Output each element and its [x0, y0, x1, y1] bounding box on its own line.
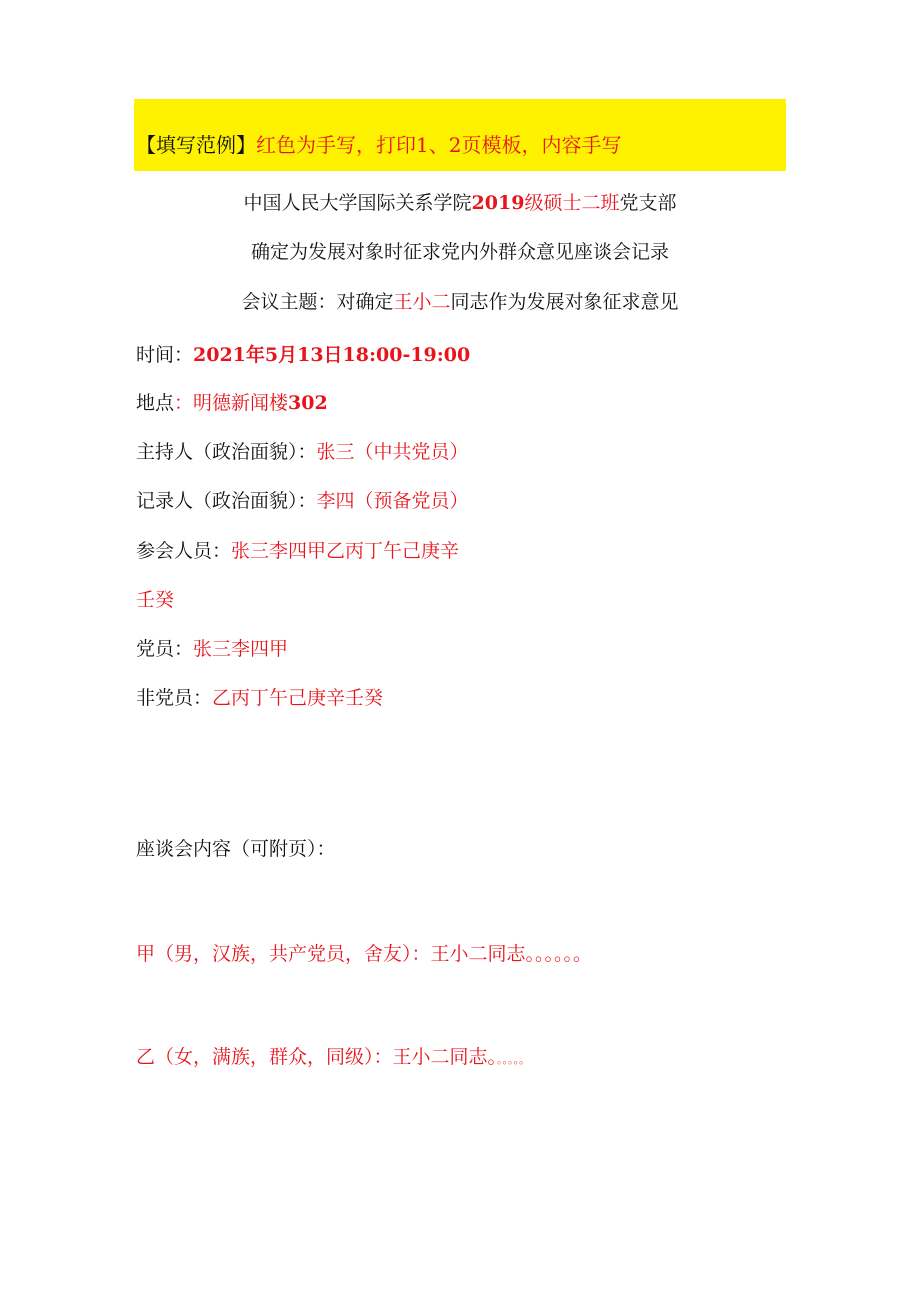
- place-room: 302: [288, 392, 328, 414]
- nonmembers-label: 非党员：: [136, 687, 213, 709]
- recorder-row: [136, 487, 469, 515]
- attendees-row: [136, 537, 459, 565]
- members-value: 张三李四甲: [193, 638, 289, 660]
- time-row: [136, 341, 470, 369]
- branch-title-school: 中国人民大学国际关系学院: [243, 192, 472, 214]
- opinion-entry-1: [136, 940, 592, 968]
- host-row: [136, 438, 469, 466]
- nonmembers-row: [136, 684, 383, 712]
- branch-title-suffix: 党支部: [619, 192, 677, 214]
- attendees-value-continued: 壬癸: [136, 589, 175, 611]
- meeting-topic-label: 会议主题：对确定: [241, 291, 394, 313]
- attendees-value: 张三李四甲乙丙丁午己庚辛: [231, 540, 460, 562]
- time-value: 2021年5月13日18:00-19:00: [193, 344, 471, 366]
- banner-prefix: 【填写范例】: [136, 133, 256, 157]
- content-label-row: [136, 835, 336, 863]
- meeting-topic: [0, 288, 920, 316]
- recorder-value: 李四（预备党员）: [316, 490, 469, 512]
- host-label: 主持人（政治面貌）：: [136, 441, 317, 463]
- branch-title-class: 级硕士二班: [524, 192, 620, 214]
- time-label: 时间：: [136, 344, 194, 366]
- attendees-label: 参会人员：: [136, 540, 232, 562]
- opinion-entry-2: [136, 1043, 530, 1074]
- nonmembers-value: 乙丙丁午己庚辛壬癸: [212, 687, 384, 709]
- place-label: 地点: [136, 392, 175, 414]
- example-banner-text: [136, 130, 621, 160]
- attendees-continued: [136, 586, 174, 614]
- members-row: [136, 635, 288, 663]
- branch-title: [0, 189, 920, 217]
- meeting-topic-candidate: 王小二: [393, 291, 451, 313]
- opinion-entry-1-text: 甲（男，汉族，共产党员，舍友）：王小二同志。。。。。。: [136, 943, 593, 965]
- host-value: 张三（中共党员）: [316, 441, 469, 463]
- opinion-entry-2-tail: 。。。。。: [497, 1053, 531, 1066]
- members-label: 党员：: [136, 638, 194, 660]
- branch-title-year: 2019: [471, 192, 525, 214]
- recorder-label: 记录人（政治面貌）：: [136, 490, 317, 512]
- content-label: 座谈会内容（可附页）：: [136, 838, 336, 860]
- record-title: [0, 238, 920, 266]
- place-value: ：明德新闻楼: [174, 392, 289, 414]
- meeting-topic-suffix: 同志作为发展对象征求意见: [450, 291, 679, 313]
- opinion-entry-2-text: 乙（女，满族，群众，同级）：王小二同志。: [136, 1046, 498, 1068]
- banner-note: 红色为手写，打印1、2页模板，内容手写: [256, 133, 622, 157]
- record-title-text: 确定为发展对象时征求党内外群众意见座谈会记录: [250, 241, 669, 263]
- place-row: [136, 389, 328, 417]
